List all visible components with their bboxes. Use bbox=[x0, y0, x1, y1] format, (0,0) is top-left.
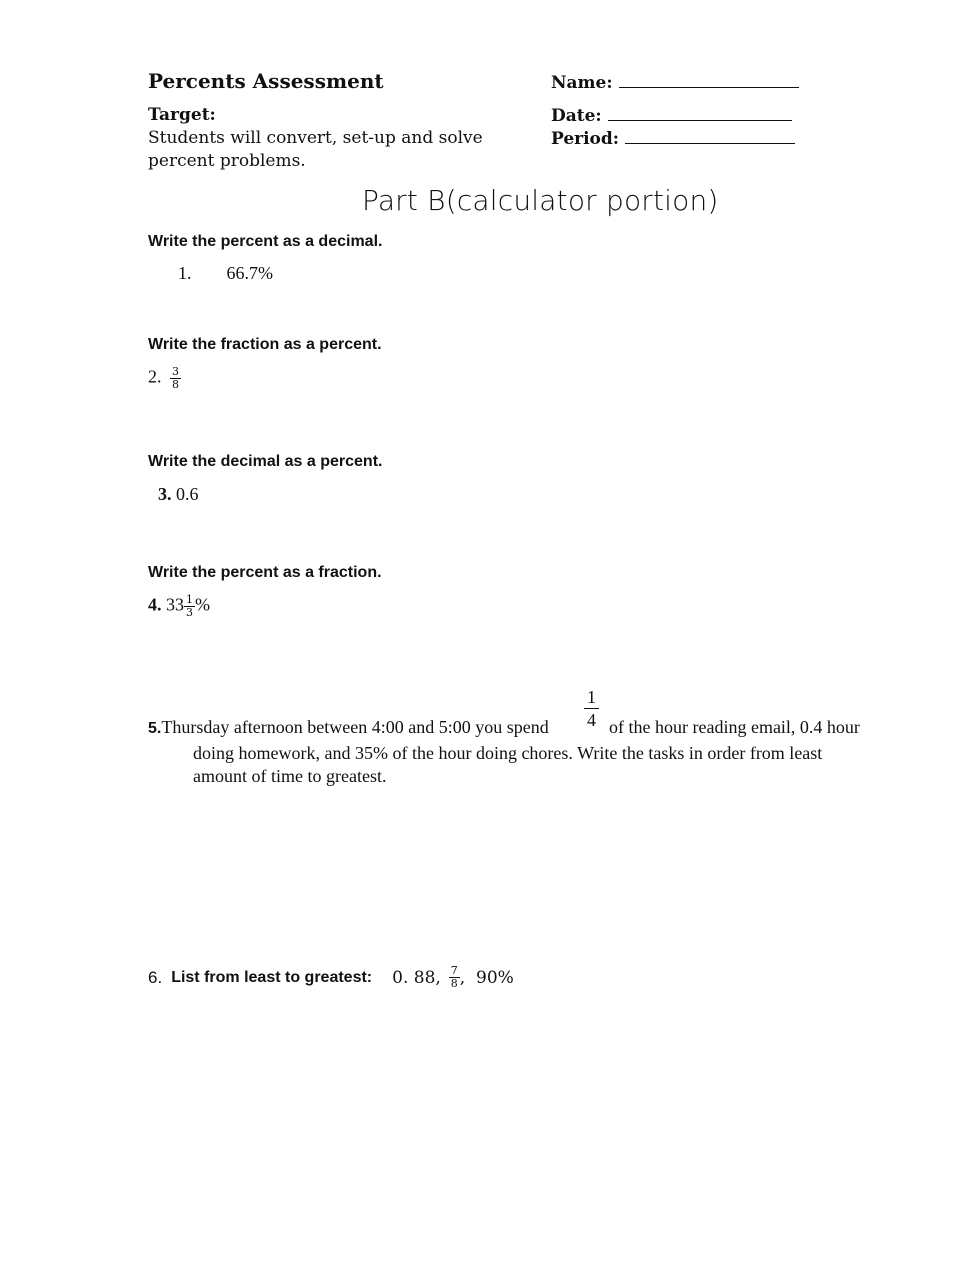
question-4-whole: 33 bbox=[166, 594, 184, 615]
question-6 bbox=[148, 965, 514, 990]
name-field[interactable] bbox=[551, 72, 799, 93]
fraction-denominator: 8 bbox=[450, 977, 458, 990]
period-field[interactable] bbox=[551, 128, 795, 149]
name-label: Name: bbox=[551, 73, 613, 93]
question-1 bbox=[178, 263, 273, 284]
date-field[interactable] bbox=[551, 105, 792, 126]
name-blank[interactable] bbox=[619, 72, 799, 88]
question-5-line-1 bbox=[148, 717, 549, 738]
question-4 bbox=[148, 594, 210, 619]
period-label: Period: bbox=[551, 129, 620, 149]
instruction-4: Write the percent as a fraction. bbox=[148, 564, 382, 581]
target-label: Target: bbox=[148, 105, 216, 125]
question-6-number: 6. bbox=[148, 967, 163, 987]
target-line-1: Students will convert, set-up and solve bbox=[148, 128, 483, 148]
fraction-numerator: 3 bbox=[172, 365, 179, 378]
date-blank[interactable] bbox=[608, 105, 792, 121]
question-5-line-2: doing homework, and 35% of the hour doing chores. Write the tasks in order from least bbox=[193, 743, 823, 763]
question-4-suffix: % bbox=[195, 594, 210, 615]
question-5-fraction bbox=[584, 686, 599, 731]
instruction-3: Write the decimal as a percent. bbox=[148, 453, 383, 470]
question-4-fraction bbox=[184, 594, 195, 619]
fraction-denominator: 8 bbox=[172, 378, 179, 391]
instruction-2: Write the fraction as a percent. bbox=[148, 336, 382, 353]
question-2 bbox=[148, 366, 181, 391]
part-title: Part B(calculator portion) bbox=[362, 184, 719, 217]
question-3-value: 0.6 bbox=[176, 484, 199, 504]
question-6-label: List from least to greatest: bbox=[171, 968, 373, 986]
fraction-denominator: 3 bbox=[186, 606, 193, 619]
question-1-number: 1. bbox=[178, 263, 192, 283]
fraction-numerator: 1 bbox=[587, 687, 596, 707]
question-3 bbox=[158, 484, 199, 505]
date-label: Date: bbox=[551, 106, 602, 126]
instruction-1: Write the percent as a decimal. bbox=[148, 233, 383, 250]
question-6-value-1: 0. 88, bbox=[392, 967, 441, 988]
fraction-numerator: 1 bbox=[186, 593, 193, 606]
question-6-value-3: , 90% bbox=[459, 967, 514, 988]
question-4-number: 4. bbox=[148, 594, 162, 615]
period-blank[interactable] bbox=[625, 128, 795, 144]
question-1-value: 66.7% bbox=[226, 263, 273, 283]
fraction-denominator: 4 bbox=[584, 708, 599, 731]
question-5-number: 5. bbox=[148, 720, 162, 737]
document-title: Percents Assessment bbox=[148, 69, 384, 93]
question-5-line-3: amount of time to greatest. bbox=[193, 766, 387, 786]
question-2-fraction bbox=[170, 366, 181, 391]
question-5-text-b: of the hour reading email, 0.4 hour bbox=[609, 717, 860, 737]
question-6-fraction bbox=[449, 965, 460, 990]
target-line-2: percent problems. bbox=[148, 151, 306, 171]
target-description bbox=[148, 127, 483, 173]
question-2-number: 2. bbox=[148, 366, 162, 387]
question-3-number: 3. bbox=[158, 484, 172, 504]
question-5-text-a: Thursday afternoon between 4:00 and 5:00 you spend bbox=[161, 717, 549, 737]
fraction-numerator: 7 bbox=[450, 964, 458, 977]
